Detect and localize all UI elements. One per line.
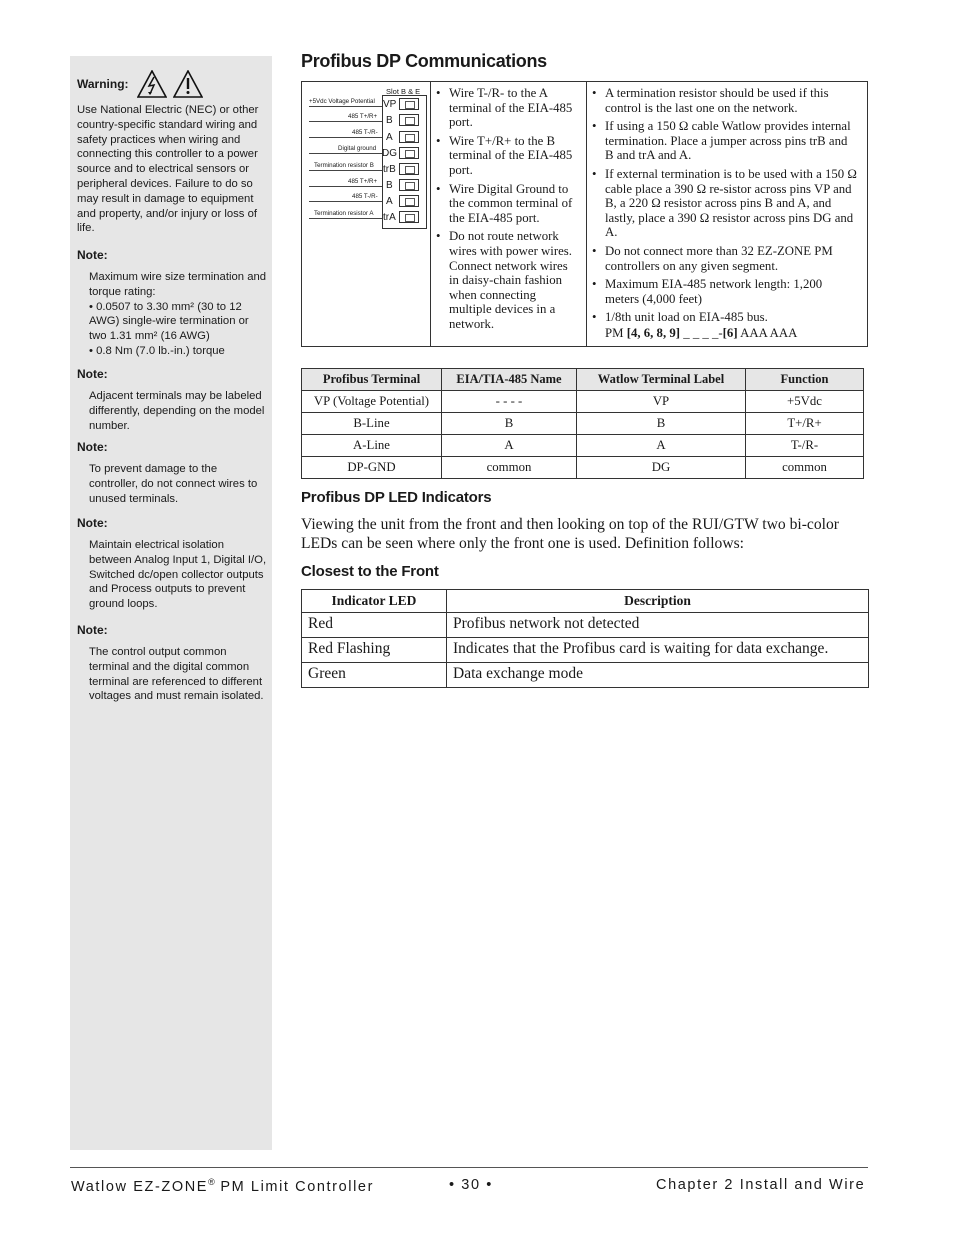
note-unused-terminals <box>77 440 267 506</box>
footer-chapter: Chapter 2 Install and Wire <box>656 1177 866 1193</box>
wiring-bullets <box>430 86 586 332</box>
terminal-label: B <box>386 115 393 126</box>
slot-label: Slot B & E <box>386 87 421 96</box>
table-cell: Green <box>302 663 447 688</box>
table-cell: DP-GND <box>302 457 442 479</box>
footer-divider <box>70 1167 868 1168</box>
sidebar <box>70 56 272 1150</box>
part-prefix: PM <box>605 325 627 340</box>
table-cell: common <box>746 457 864 479</box>
part-mid: _ _ _ _- <box>680 325 723 340</box>
note-heading: Note: <box>77 367 108 381</box>
part-number-line <box>586 326 867 341</box>
terminal-screw <box>399 147 419 159</box>
footer-product <box>71 1177 374 1195</box>
caution-icon <box>173 70 203 98</box>
led-indicator-table <box>301 589 869 688</box>
led-intro-text: Viewing the unit from the front and then looking on top of the RUI/GTW two bi-color LEDs can be seen where only the front one is used. Definition follows: <box>301 516 839 552</box>
terminal-screw <box>399 131 419 143</box>
electric-hazard-icon <box>137 70 167 98</box>
table-cell: Profibus network not detected <box>447 613 869 638</box>
column-header: Profibus Terminal <box>302 369 442 391</box>
note-text: To prevent damage to the controller, do not connect wires to unused terminals. <box>89 463 258 505</box>
warning-heading: Warning: <box>77 77 129 91</box>
termination-bullet: • A termination resistor should be used if this control is the last one on the network. <box>586 86 857 115</box>
terminal-screw <box>399 211 419 223</box>
terminal-label: DG <box>382 148 397 159</box>
wire-label: Termination resistor A <box>314 210 374 217</box>
wire-label: 485 T-/R- <box>352 129 378 136</box>
column-header: EIA/TIA-485 Name <box>442 369 577 391</box>
note-adjacent-terminals <box>77 367 267 433</box>
table-cell: B <box>442 413 577 435</box>
wire-label: +5Vdc Voltage Potential <box>309 98 375 105</box>
footer-model: PM Limit Controller <box>214 1178 375 1195</box>
part-suffix: AAA AAA <box>737 325 798 340</box>
termination-bullet: • Do not connect more than 32 EZ-ZONE PM controllers on any given segment. <box>586 244 857 273</box>
table-row <box>302 457 864 479</box>
terminal-label: A <box>386 132 393 143</box>
wire-line <box>309 218 382 219</box>
table-cell: B <box>577 413 746 435</box>
registered-mark: ® <box>208 1177 215 1187</box>
wiring-instructions <box>430 82 587 346</box>
note-heading: Note: <box>77 248 108 262</box>
wire-label: 485 T+/R+ <box>348 178 378 185</box>
footer-brand: Watlow EZ-ZONE <box>71 1178 209 1195</box>
termination-instructions <box>586 82 867 346</box>
termination-bullets <box>586 86 867 325</box>
table-cell: A-Line <box>302 435 442 457</box>
terminal-screw <box>399 163 419 175</box>
table-cell: DG <box>577 457 746 479</box>
wire-line <box>309 106 382 107</box>
termination-bullet: • If external termination is to be used with a 150 Ω cable place a 390 Ω re-sistor across pins VP and B, a 220 Ω resistor across pins B and A, and lastly, place a 390 Ω resistor across pins DG and A. <box>586 167 857 240</box>
wire-label: Termination resistor B <box>314 162 374 169</box>
note-heading: Note: <box>77 516 108 530</box>
table-cell: A <box>442 435 577 457</box>
warning-text: Use National Electric (NEC) or other country-specific standard wiring and safety practices when wiring and connecting this controller to a power source and to electrical sensors or peripheral devices. Failure to do so may result in damage to equipment and property, and/or injury or loss of life. <box>77 104 259 235</box>
wire-line <box>309 121 382 122</box>
table-cell: B-Line <box>302 413 442 435</box>
note-isolation <box>77 516 267 612</box>
warning-row <box>77 70 203 98</box>
column-header: Watlow Terminal Label <box>577 369 746 391</box>
table-row <box>302 663 869 688</box>
note-text: Adjacent terminals may be labeled differently, depending on the model number. <box>89 390 265 432</box>
table-header-row <box>302 369 864 391</box>
wire-line <box>309 201 382 202</box>
terminal-label: B <box>386 180 393 191</box>
table-cell: Red <box>302 613 447 638</box>
column-header: Function <box>746 369 864 391</box>
wire-label: 485 T+/R+ <box>348 113 378 120</box>
page-number: • 30 • <box>449 1177 493 1193</box>
table-row <box>302 413 864 435</box>
page-title: Profibus DP Communications <box>301 51 547 71</box>
terminal-label: trA <box>383 212 396 223</box>
terminal-screw <box>399 179 419 191</box>
note-text: Maximum wire size termination and torque rating: <box>89 271 267 298</box>
table-cell: T-/R- <box>746 435 864 457</box>
table-cell: A <box>577 435 746 457</box>
termination-bullet: • Maximum EIA-485 network length: 1,200 meters (4,000 feet) <box>586 277 857 306</box>
table-cell: Red Flashing <box>302 638 447 663</box>
terminal-screw <box>399 195 419 207</box>
terminal-diagram <box>302 82 431 346</box>
closest-front-heading: Closest to the Front <box>301 563 439 580</box>
terminal-mapping-table <box>301 368 864 479</box>
table-row <box>302 435 864 457</box>
wiring-bullet: • Wire T+/R+ to the B terminal of the EIA-485 port. <box>430 134 578 178</box>
note-bullet: • 0.8 Nm (7.0 lb.-in.) torque <box>89 344 225 357</box>
table-cell: Indicates that the Profibus card is waiting for data exchange. <box>447 638 869 663</box>
table-row <box>302 613 869 638</box>
terminal-label: VP <box>383 99 397 110</box>
wire-label: 485 T-/R- <box>352 193 378 200</box>
table-cell: Data exchange mode <box>447 663 869 688</box>
wire-line <box>309 186 382 187</box>
table-cell: VP <box>577 391 746 413</box>
terminal-screw <box>399 98 419 110</box>
wiring-bullet: • Wire Digital Ground to the common terminal of the EIA-485 port. <box>430 182 578 226</box>
termination-bullet: • 1/8th unit load on EIA-485 bus. <box>586 310 857 325</box>
led-section-heading: Profibus DP LED Indicators <box>301 489 492 506</box>
table-cell: T+/R+ <box>746 413 864 435</box>
terminal-screw <box>399 114 419 126</box>
termination-bullet: • If using a 150 Ω cable Watlow provides internal termination. Place a jumper across pins trB and B and trA and A. <box>586 119 857 163</box>
column-header: Indicator LED <box>302 590 447 613</box>
wire-line <box>309 137 382 138</box>
table-row <box>302 638 869 663</box>
table-row <box>302 391 864 413</box>
note-heading: Note: <box>77 623 108 637</box>
part-options: [4, 6, 8, 9] <box>626 325 681 340</box>
column-header: Description <box>447 590 869 613</box>
table-cell: common <box>442 457 577 479</box>
note-wire-size <box>77 248 267 359</box>
note-bullets <box>89 300 267 359</box>
wire-line <box>309 170 382 171</box>
table-header-row <box>302 590 869 613</box>
note-text: The control output common terminal and the digital common terminal are referenced to different voltages and must remain isolated. <box>89 646 264 703</box>
comm-info-box <box>301 81 868 347</box>
note-output-common <box>77 623 267 704</box>
note-heading: Note: <box>77 440 108 454</box>
terminal-label: A <box>386 196 393 207</box>
table-cell: - - - - <box>442 391 577 413</box>
wire-line <box>309 153 382 154</box>
table-cell: +5Vdc <box>746 391 864 413</box>
wiring-bullet: • Wire T-/R- to the A terminal of the EIA-485 port. <box>430 86 578 130</box>
table-cell: VP (Voltage Potential) <box>302 391 442 413</box>
note-bullet: • 0.0507 to 3.30 mm² (30 to 12 AWG) single-wire termination or two 1.31 mm² (16 AWG) <box>89 300 249 343</box>
wiring-bullet: • Do not route network wires with power wires. Connect network wires in daisy-chain fashion when connecting multiple devices in a network. <box>430 229 578 331</box>
wire-label: Digital ground <box>338 145 377 152</box>
part-option-6: [6] <box>722 325 738 340</box>
note-text: Maintain electrical isolation between Analog Input 1, Digital I/O, Switched dc/open collector outputs and Process outputs to prevent ground loops. <box>89 539 267 611</box>
terminal-label: trB <box>383 164 396 175</box>
